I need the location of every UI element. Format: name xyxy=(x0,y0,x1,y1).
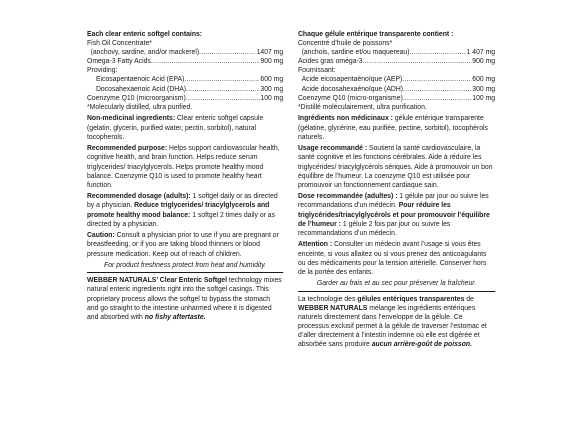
en-providing: Providing: xyxy=(87,65,118,75)
fr-caution-label: Attention : xyxy=(298,239,333,249)
fr-footnote: *Distillé moléculairement, ultra purification. xyxy=(298,101,427,111)
en-purpose xyxy=(87,143,283,188)
fr-purpose-label: Usage recommandé : xyxy=(298,143,368,153)
en-dosage-bold: Reduce triglycerides/ triacylglycerols and promote healthy mood balance: xyxy=(87,200,270,219)
fr-nonmedicinal xyxy=(298,113,495,140)
fr-leader-dots xyxy=(402,74,471,83)
en-contains-title: Each clear enteric softgel contains: xyxy=(87,29,203,38)
en-purpose-label: Recommended purpose: xyxy=(87,143,168,153)
en-caution-label: Caution: xyxy=(87,230,115,240)
en-coq10-row xyxy=(87,93,283,102)
fr-epa-row xyxy=(298,74,495,83)
fr-leader-dots xyxy=(403,93,472,102)
en-leader-dots xyxy=(186,84,259,93)
fr-omega-value: 900 mg xyxy=(472,56,496,66)
fr-leader-dots xyxy=(410,47,466,56)
fr-dosage-bold: Pour réduire les triglycérides/triacylglycérols et pour promouvoir l’équilibre de l’humeur : xyxy=(298,200,490,228)
fr-caution xyxy=(298,239,495,275)
en-epa-row xyxy=(87,74,283,83)
fr-coq10-label: Coenzyme Q10 (micro-organisme) xyxy=(298,92,403,102)
fr-dosage xyxy=(298,191,495,236)
en-footnote: *Molecularly distilled, ultra purified. xyxy=(87,101,193,111)
fr-omega-row xyxy=(298,56,495,65)
fr-dha-label: Acide docosahexaénoïque (ADH) xyxy=(301,83,404,93)
en-leader-dots xyxy=(186,93,260,102)
fr-dosage-text1: 1 gélule par jour ou suivre les recommandations d’un médecin. xyxy=(298,191,489,210)
fr-dha-row xyxy=(298,84,495,93)
fr-brand-text3: mélange les ingrédients entériques naturels directement dans l’enveloppe de la gélule. Ce processus exclusif permet à la gélule de traverser l’estomac et d’aller directement à l’intestin indemne où elle est digérée et absorbée sans produire xyxy=(298,302,487,348)
fr-providing: Fournissant: xyxy=(298,65,336,75)
en-coq10-label: Coenzyme Q10 (microorganism) xyxy=(87,92,186,102)
fr-epa-value: 600 mg xyxy=(472,74,496,84)
fr-fish-oil-row xyxy=(298,47,495,56)
en-caution xyxy=(87,230,283,257)
fr-dha-value: 300 mg xyxy=(472,83,496,93)
fr-epa-label: Acide eicosapentaénoïque (AEP) xyxy=(301,74,403,84)
en-epa-value: 600 mg xyxy=(260,74,284,84)
en-fish-oil-source: (anchovy, sardine, and/or mackerel) xyxy=(90,47,200,57)
en-brand-text: technology mixes natural enteric ingredients right into the softgel casings. This proprietary process allows the softgel to bypass the stomach and go straight to the intestine unharmed where it is digested and absorbed with xyxy=(87,275,282,321)
en-dosage-text1: 1 softgel daily or as directed by a physician. xyxy=(87,191,278,210)
en-dha-row xyxy=(87,84,283,93)
en-omega-label: Omega-3 Fatty Acids xyxy=(87,56,151,66)
en-leader-dots xyxy=(151,56,260,65)
en-fish-oil-label: Fish Oil Concentrate* xyxy=(87,38,152,48)
fr-nonmed-text: gélule entérique transparente (gélatine, glycérine, eau purifiée, pectine, sorbitol), tocophérols naturels. xyxy=(298,113,488,141)
en-epa-label: Eicosapentaenoic Acid (EPA) xyxy=(96,74,185,84)
en-fish-oil-row xyxy=(87,47,283,56)
fr-dosage-label: Dose recommandée (adultes) : xyxy=(298,191,398,201)
fr-purpose xyxy=(298,143,495,188)
en-omega-value: 900 mg xyxy=(260,56,284,66)
fr-leader-dots xyxy=(403,84,471,93)
fr-divider xyxy=(298,291,495,292)
fr-brand-text2: de xyxy=(466,293,474,303)
en-dosage xyxy=(87,191,283,227)
en-caution-text: Consult a physician prior to use if you are pregnant or breastfeeding, or if you are taking blood thinners or blood pressure medication. Keep out of reach of children. xyxy=(87,230,279,258)
fr-omega-label: Acides gras oméga-3 xyxy=(298,56,363,66)
en-leader-dots xyxy=(184,74,259,83)
en-nonmedicinal xyxy=(87,113,283,140)
fr-brand-paragraph xyxy=(298,294,495,349)
fr-purpose-text: Soutient la santé cardiovasculaire, la santé cognitive et les fonctions cérébrales. Aide à réduire les triglycérides/ triacylglycérols sériques. Aide à promouvoir un bon équilibre de l’humeur. La coenzyme Q10 est utilisée pour promouvoir un fonctionnement cardiaque sain. xyxy=(298,143,493,189)
en-purpose-text: Helps support cardiovascular health, cognitive health, and brain function. Helps reduce serum triglycerides/ triacylglycerols. Helps promote healthy mood balance. Coenzyme Q10 is used to promote healthy heart function. xyxy=(87,143,280,189)
fr-caution-text: Consulter un médecin avant l’usage si vous êtes enceinte, si vous allaitez ou si vous prenez des anticoagulants ou des médicaments pour la tension artérielle. Conserver hors de la portée des enfants. xyxy=(298,239,487,276)
en-dosage-text2: 1 softgel 2 times daily or as directed by a physician. xyxy=(87,209,276,228)
en-brand-paragraph xyxy=(87,275,283,320)
en-dha-value: 300 mg xyxy=(260,83,284,93)
fr-freshness: Garder au frais et au sec pour préserver la fraîcheur. xyxy=(316,278,477,288)
french-column xyxy=(298,29,495,348)
en-nonmed-text: Clear enteric softgel capsule (gelatin, glycerin, purified water, pectin, sorbitol), natural tocopherols. xyxy=(87,113,264,141)
en-divider xyxy=(87,272,283,273)
fr-brand-text1: La technologie des xyxy=(298,293,356,303)
english-column xyxy=(87,29,283,321)
fr-brand-bold2: WEBBER NATURALS xyxy=(298,302,368,312)
en-dosage-label: Recommended dosage (adults): xyxy=(87,191,191,201)
fr-fish-oil-source: (anchois, sardine et/ou maquereau) xyxy=(301,47,410,57)
en-coq10-value: 100 mg xyxy=(260,92,284,102)
en-omega-row xyxy=(87,56,283,65)
fr-brand-tail: aucun arrière-goût de poisson. xyxy=(371,338,472,348)
fr-dosage-text2: 1 gélule 2 fois par jour ou suivre les recommandations d’un médecin. xyxy=(298,218,451,237)
en-dha-label: Docosahexaenoic Acid (DHA) xyxy=(96,83,187,93)
fr-contains-title: Chaque gélule entérique transparente contient : xyxy=(298,29,454,38)
fr-coq10-value: 100 mg xyxy=(472,92,496,102)
en-brand-tail: no fishy aftertaste. xyxy=(144,311,206,321)
fr-brand-bold1: gélules entériques transparentes xyxy=(357,293,465,303)
en-leader-dots xyxy=(199,47,256,56)
fr-coq10-row xyxy=(298,93,495,102)
fr-leader-dots xyxy=(363,56,472,65)
en-freshness: For product freshness protect from heat and humidity. xyxy=(104,260,267,270)
en-brand-bold: WEBBER NATURALS’ Clear Enteric Softgel xyxy=(87,275,228,285)
fr-fish-oil-value: 1 407 mg xyxy=(466,47,496,57)
fr-nonmed-label: Ingrédients non médicinaux : xyxy=(298,113,393,123)
en-nonmed-label: Non-medicinal ingredients: xyxy=(87,113,176,123)
en-fish-oil-value: 1407 mg xyxy=(256,47,284,57)
fr-fish-oil-label: Concentré d’huile de poissons* xyxy=(298,38,393,48)
